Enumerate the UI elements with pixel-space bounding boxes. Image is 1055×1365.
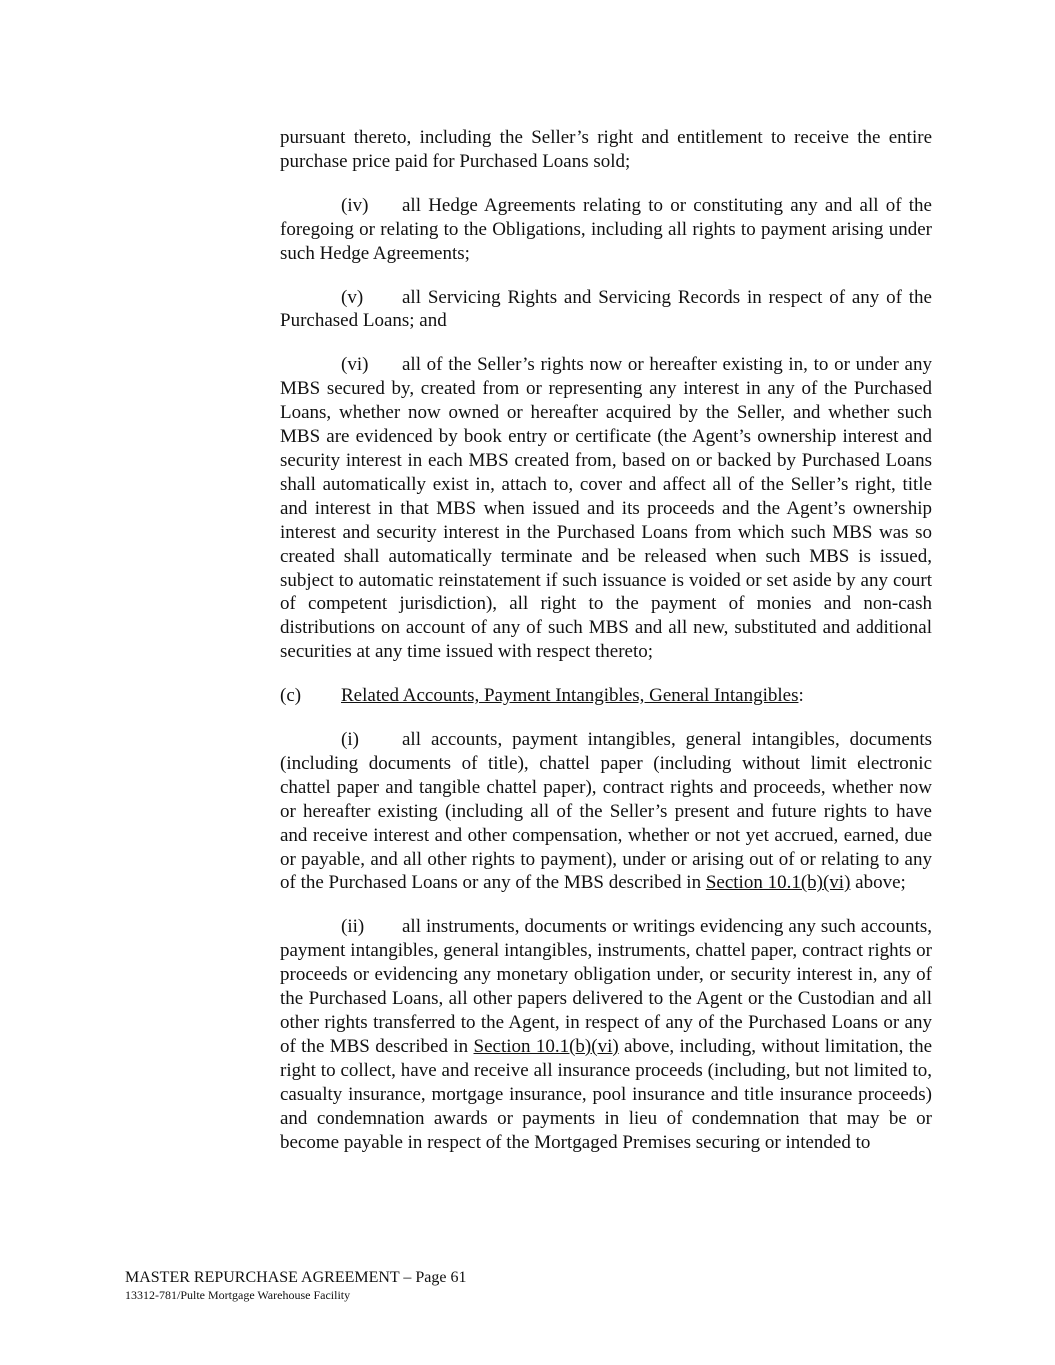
paragraph-i: [280, 728, 932, 895]
paragraph-vi: [280, 353, 932, 664]
clause-number: (ii): [341, 916, 365, 938]
section-reference: Section 10.1(b)(vi): [473, 1035, 619, 1057]
paragraph-text-tail: above;: [850, 872, 906, 894]
paragraph-text: all Servicing Rights and Servicing Records in respect of any of the Purchased Loans; and: [280, 286, 932, 332]
paragraph-ii: [280, 915, 932, 1154]
heading-colon: :: [798, 685, 804, 707]
paragraph-text: all Hedge Agreements relating to or constituting any and all of the foregoing or relating to the Obligations, including all rights to payment arising under such Hedge Agreements;: [280, 194, 932, 264]
clause-number: (v): [341, 286, 364, 308]
clause-number: (iv): [341, 194, 369, 216]
paragraph-text-tail: above, including, without limitation, the right to collect, have and receive all insurance proceeds (including, but not limited to, casualty insurance, mortgage insurance, pool insurance and title insurance proceeds) and condemnation awards or payments in lieu of condemnation that may be or become payable in respect of the Mortgaged Premises securing or intended to: [280, 1035, 932, 1153]
section-heading-c: [280, 684, 932, 708]
clause-number: (i): [341, 729, 359, 751]
section-heading-text: Related Accounts, Payment Intangibles, General Intangibles: [341, 685, 799, 707]
paragraph-text: pursuant thereto, including the Seller’s right and entitlement to receive the entire purchase price paid for Purchased Loans sold;: [280, 127, 932, 172]
paragraph-iv: [280, 194, 932, 266]
footer-subtitle: 13312-781/Pulte Mortgage Warehouse Facility: [125, 1288, 351, 1302]
section-number: (c): [280, 685, 302, 707]
clause-number: (vi): [341, 354, 369, 376]
document-body: [280, 126, 932, 1174]
paragraph-v: [280, 286, 932, 334]
section-reference: Section 10.1(b)(vi): [705, 872, 851, 894]
paragraph-continuation: [280, 126, 932, 174]
footer-title: MASTER REPURCHASE AGREEMENT – Page 61: [125, 1269, 467, 1286]
paragraph-text: all instruments, documents or writings evidencing any such accounts, payment intangibles, general intangibles, instruments, chattel paper, contract rights or proceeds or evidencing any monetary obligation under, or security interest in, any of the Purchased Loans, all other papers delivered to the Agent or the Custodian and all other rights transferred to the Agent, in respect of any of the Purchased Loans or any of the MBS described in: [280, 916, 932, 1057]
page-footer: [125, 1268, 467, 1303]
paragraph-text: all accounts, payment intangibles, general intangibles, documents (including documents of title), chattel paper (including without limit electronic chattel paper and tangible chattel paper), contract rights and proceeds, whether now or hereafter existing (including all of the Seller’s present and future rights to have and receive interest and other compensation, whether or not yet accrued, earned, due or payable, and all other rights to payment), under or arising out of or relating to any of the Purchased Loans or any of the MBS described in: [280, 729, 932, 894]
paragraph-text: all of the Seller’s rights now or hereafter existing in, to or under any MBS secured by, created from or representing any interest in any of the Purchased Loans, whether now owned or hereafter acquired by the Seller, and whether such MBS are evidenced by book entry or certificate (the Agent’s ownership interest and security interest in each MBS created from, based on or backed by Purchased Loans shall automatically exist in, attach to, cover and affect all of the Seller’s right, title and interest in that MBS when issued and its proceeds and the Agent’s ownership interest and security interest in the Purchased Loans from which such MBS was so created shall automatically terminate and be released when such MBS is issued, subject to automatic reinstatement if such issuance is voided or set aside by any court of competent jurisdiction), all right to the payment of monies and non-cash distributions on account of any of such MBS and all new, substituted and additional securities at any time issued with respect thereto;: [280, 354, 932, 663]
